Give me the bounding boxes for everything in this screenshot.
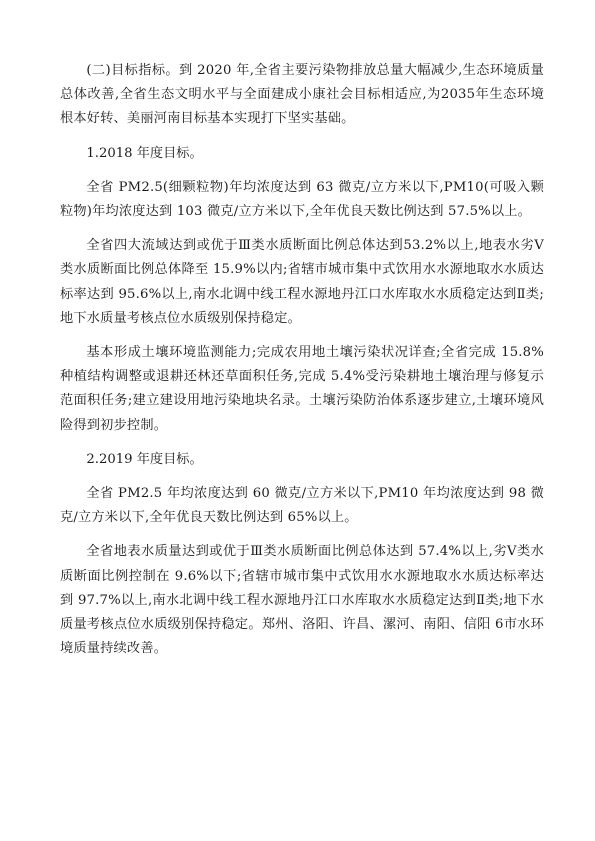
paragraph-target-indicators: (二)目标指标。到 2020 年,全省主要污染物排放总量大幅减少,生态环境质量总体改善,全省生态文明水平与全面建成小康社会目标相适应,为2035年生态环境根本好转、美丽河南目标基本实现打下坚实基础。 xyxy=(60,63,544,127)
paragraph-2019-water: 全省地表水质量达到或优于Ⅲ类水质断面比例总体达到 57.4%以上,劣Ⅴ类水质断面比例控制在 9.6%以下;省辖市城市集中式饮用水水源地取水水质达标率达到 97.7%以上,南水北调中线工程水源地丹江口水库取水水质稳定达到Ⅱ类;地下水质量考核点位水质级别保持稳定。郑州、洛阳、许昌、漯河、南阳、信阳 6市水环境质量持续改善。 xyxy=(60,544,544,657)
paragraph-2018-soil: 基本形成土壤环境监测能力;完成农用地土壤污染状况详查;全省完成 15.8%种植结构调整或退耕还林还草面积任务,完成 5.4%受污染耕地土壤治理与修复示范面积任务;建立建设用地污染地块名录。土壤污染防治体系逐步建立,土壤环境风险得到初步控制。 xyxy=(60,345,544,433)
paragraph-2018-water: 全省四大流域达到或优于Ⅲ类水质断面比例总体达到53.2%以上,地表水劣Ⅴ类水质断面比例总体降至 15.9%以内;省辖市城市集中式饮用水水源地取水水质达标率达到 95.6%以上,南水北调中线工程水源地丹江口水库取水水质稳定达到Ⅱ类;地下水质量考核点位水质级别保持稳定。 xyxy=(60,238,544,326)
paragraph-2019-air: 全省 PM2.5 年均浓度达到 60 微克/立方米以下,PM10 年均浓度达到 98 微克/立方米以下,全年优良天数比例达到 65%以上。 xyxy=(60,486,544,526)
heading-2018-targets: 1.2018 年度目标。 xyxy=(86,145,203,161)
paragraph-2018-air: 全省 PM2.5(细颗粒物)年均浓度达到 63 微克/立方米以下,PM10(可吸入颗粒物)年均浓度达到 103 微克/立方米以下,全年优良天数比例达到 57.5%以上。 xyxy=(60,179,544,220)
document-body xyxy=(60,59,544,671)
heading-2019-targets: 2.2019 年度目标。 xyxy=(86,451,203,467)
